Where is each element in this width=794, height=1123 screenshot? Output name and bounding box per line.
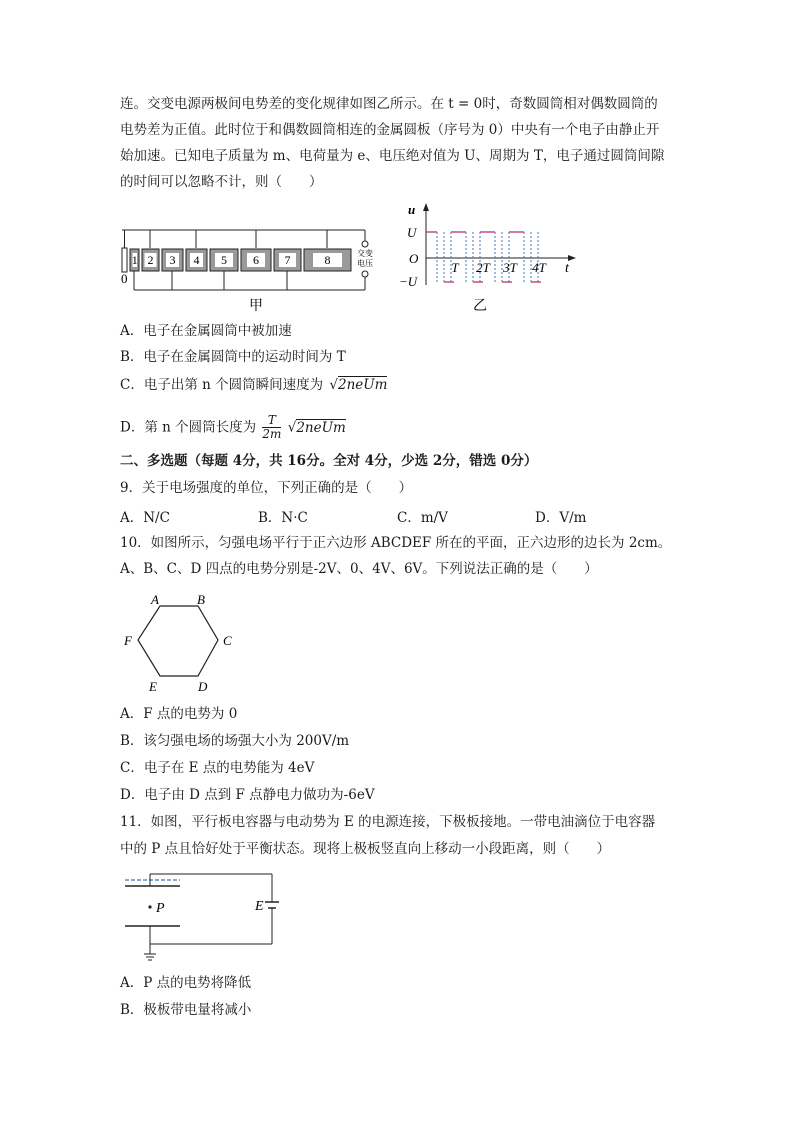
u-axis-label: u [408,202,416,217]
q11-stem-line-2: 中的 P 点且恰好处于平衡状态。现将上极板竖直向上移动一小段距离，则（ ） [120,841,611,857]
q8-stem-line-3: 始加速。已知电子质量为 m、电荷量为 e、电压绝对值为 U、周期为 T，电子通过圆筒间隙 [120,148,665,164]
q8-option-c [120,376,387,394]
figure-capacitor-circuit [118,868,280,964]
vertex-f-label: F [124,633,132,648]
q8-option-d-sqrt: √2neUm [287,419,346,436]
figure-yi-caption: 乙 [473,299,487,314]
emf-label: E [255,899,264,914]
tube-label-3: 3 [169,253,176,267]
q8-option-c-radicand: 2neUm [338,377,388,393]
source-label-line-1: 交变 [357,249,373,258]
q9-stem: 9．关于电场强度的单位，下列正确的是（ ） [120,480,413,496]
figure-jia-caption: 甲 [249,299,263,314]
q8-option-d-fraction [262,414,281,441]
q10-stem-line-2: A、B、C、D 四点的电势分别是-2V、0、4V、6V。下列说法正确的是（ ） [120,561,598,577]
plate-label-0: 0 [121,271,128,286]
tick-T: T [451,260,459,275]
metal-plate-0 [122,248,127,272]
q8-stem-line-4: 的时间可以忽略不计，则（ ） [120,174,323,190]
q8-stem-line-1: 连。交变电源两极间电势差的变化规律如图乙所示。在 t = 0时，奇数圆筒相对偶数圆筒的 [120,96,658,112]
tick-4T: 4T [532,260,546,275]
q11-option-a: A．P 点的电势将降低 [120,975,252,991]
point-p-marker [148,905,151,908]
q8-stem-line-2: 电势差为正值。此时位于和偶数圆筒相连的金属圆板（序号为 0）中央有一个电子由静止开 [120,122,660,138]
q8-option-d-radicand: 2neUm [296,419,346,436]
tube-label-6: 6 [253,253,259,267]
vertex-b-label: B [197,592,205,607]
q10-option-d: D．电子由 D 点到 F 点静电力做功为-6eV [120,787,375,803]
tube-label-7: 7 [284,253,291,267]
figure-yi-voltage-graph [398,200,580,314]
q10-stem-line-1: 10．如图所示，匀强电场平行于正六边形 ABCDEF 所在的平面，正六边形的边长为 2cm。 [120,535,672,551]
q8-option-d-denominator: 2m [262,427,282,441]
tick-3T: 3T [503,260,517,275]
q9-option-b: B．N·C [258,510,308,526]
vertex-a-label: A [151,592,159,607]
section-heading-multiple-choice: 二、多选题（每题 4分，共 16分。全对 4分，少选 2分，错选 0分） [120,453,538,469]
q9-option-a: A．N/C [120,510,170,526]
q8-option-d [120,414,346,440]
vertex-e-label: E [149,679,157,694]
negative-voltage-label: −U [399,274,418,289]
figure-regular-hexagon [118,590,242,698]
q9-option-d: D．V/m [535,510,587,526]
point-p-label: P [156,901,165,916]
vertex-d-label: D [198,679,208,694]
hexagon-outline [138,606,218,676]
q11-option-b: B．极板带电量将减小 [120,1002,252,1018]
q10-option-c: C．电子在 E 点的电势能为 4eV [120,760,315,776]
source-label-line-2: 电压 [357,259,373,268]
q8-option-a: A．电子在金属圆筒中被加速 [120,323,292,339]
vertex-c-label: C [223,633,232,648]
tick-2T: 2T [476,260,490,275]
tube-label-5: 5 [221,253,227,267]
q9-options [120,506,620,524]
q9-option-c: C．m/V [397,510,448,526]
q8-option-d-text: D．第 n 个圆筒长度为 [120,419,257,436]
source-terminal-top [362,241,368,247]
q8-option-c-text: C．电子出第 n 个圆筒瞬间速度为 [120,377,324,393]
tube-label-1: 1 [131,253,138,267]
tube-label-2: 2 [147,253,154,267]
q8-option-c-sqrt: √2neUm [329,377,388,393]
q8-option-d-numerator: T [262,414,281,428]
origin-label: O [409,251,419,266]
q10-option-b: B．该匀强电场的场强大小为 200V/m [120,733,350,749]
q10-option-a: A．F 点的电势为 0 [120,706,238,722]
q8-option-b: B．电子在金属圆筒中的运动时间为 T [120,349,346,365]
positive-voltage-label: U [407,225,417,240]
source-terminal-bottom [362,271,368,277]
figure-jia-linear-accelerator [118,226,380,316]
t-axis-label: t [565,261,569,276]
q11-stem-line-1: 11．如图，平行板电容器与电动势为 E 的电源连接，下极板接地。一带电油滴位于电容器 [120,814,656,830]
tube-label-4: 4 [193,253,200,267]
tube-label-8: 8 [324,253,331,267]
